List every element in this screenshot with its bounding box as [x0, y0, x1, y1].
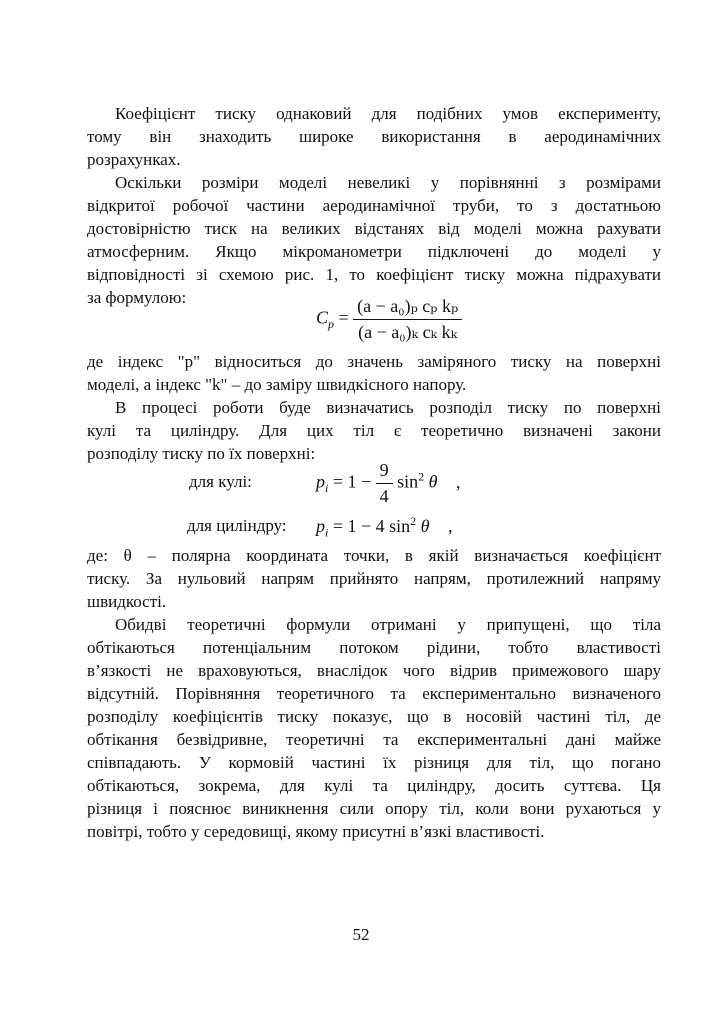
text-line: відкритої робочої частини аеродинамічної труби, то з достатньою [87, 196, 661, 215]
formula-sin: sin [397, 471, 419, 492]
text-line: моделі, а індекс "k" – до заміру швидкісного напору. [87, 375, 467, 394]
text-line: обтікаються, зокрема, для кулі та циліндру, досить суттєва. Ця [87, 776, 661, 795]
formula-rhs: = 1 − 4 sin [332, 516, 411, 536]
formula-numerator: 9 [376, 460, 393, 484]
formula-denominator: (a − a₀)ₖ cₖ kₖ [358, 322, 458, 342]
text-line: швидкості. [87, 592, 167, 611]
formula-comma: , [456, 471, 461, 492]
formula-equals: = [338, 307, 349, 328]
text-line: відсутній. Порівняння теоретичного та експериментально визначеного [87, 684, 661, 703]
sphere-label: для кулі: [189, 472, 252, 491]
text-line: Коефіцієнт тиску однаковий для подібних умов експерименту, [115, 104, 661, 123]
formula-lhs: p [316, 471, 325, 492]
text-line: кулі та циліндру. Для цих тіл є теоретично визначені закони [87, 421, 661, 440]
text-line: Оскільки розміри моделі невеликі у порівнянні з розмірами [115, 173, 661, 192]
text-line: розподілу тиску по їх поверхні: [87, 444, 316, 463]
formula-power: 2 [410, 514, 417, 528]
text-line: відповідності зі схемою рис. 1, то коефіцієнт тиску можна підрахувати [87, 265, 661, 284]
pressure-coefficient-formula [316, 296, 462, 343]
page-number: 52 [352, 925, 370, 944]
formula-rhs-prefix: = 1 − [332, 471, 372, 492]
text-line: тиску. За нульовий напрям прийнято напрям, протилежний напряму [87, 569, 661, 588]
text-line: де індекс "p" відноситься до значень заміряного тиску на поверхні [87, 352, 661, 371]
text-line: Обидві теоретичні формули отримані у припущені, що тіла [115, 615, 661, 634]
text-line: обтікаються потенціальним потоком рідини, тобто властивості [87, 638, 661, 657]
text-line: в’язкості не враховуються, внаслідок чого відрив примежового шару [87, 661, 661, 680]
text-line: різниця і пояснює виникнення сили опору тіл, коли вони рухаються у [87, 799, 661, 818]
formula-numerator: (a − a₀)ₚ cₚ kₚ [353, 296, 462, 320]
text-line: за формулою: [87, 288, 187, 307]
formula-lhs-sub: i [325, 481, 329, 496]
formula-denominator: 4 [379, 486, 389, 506]
formula-power: 2 [418, 469, 425, 484]
sphere-formula [316, 460, 461, 507]
formula-lhs-sub: p [328, 317, 335, 332]
formula-comma: , [448, 516, 453, 536]
cylinder-formula [316, 514, 453, 541]
text-line: розподілу коефіцієнтів тиску показує, що в носовій частині тіл, де [87, 707, 661, 726]
text-line: розрахунках. [87, 150, 181, 169]
text-line: співпадають. У кормовій частині їх різниця для тіл, що погано [87, 753, 661, 772]
formula-fraction [376, 460, 393, 507]
formula-fraction [353, 296, 462, 343]
text-line: В процесі роботи буде визначатись розподіл тиску по поверхні [115, 398, 661, 417]
formula-lhs: C [316, 307, 329, 328]
text-line: атмосферним. Якщо мікроманометри підключені до моделі у [87, 242, 661, 261]
text-line: повітрі, тобто у середовищі, якому присутні в’язкі властивості. [87, 822, 545, 841]
formula-lhs-sub: i [325, 525, 329, 540]
text-line: обтікання безвідривне, теоретичні та експериментальні дані майже [87, 730, 661, 749]
cylinder-label: для циліндру: [187, 516, 287, 535]
text-line: достовірністю тиск на великих відстанях від моделі можна рахувати [87, 219, 661, 238]
formula-theta: θ [428, 471, 438, 492]
formula-lhs: p [316, 516, 325, 536]
text-line: де: θ – полярна координата точки, в якій визначається коефіцієнт [87, 546, 661, 565]
formula-theta: θ [420, 516, 430, 536]
text-line: тому він знаходить широке використання в аеродинамічних [87, 127, 661, 146]
